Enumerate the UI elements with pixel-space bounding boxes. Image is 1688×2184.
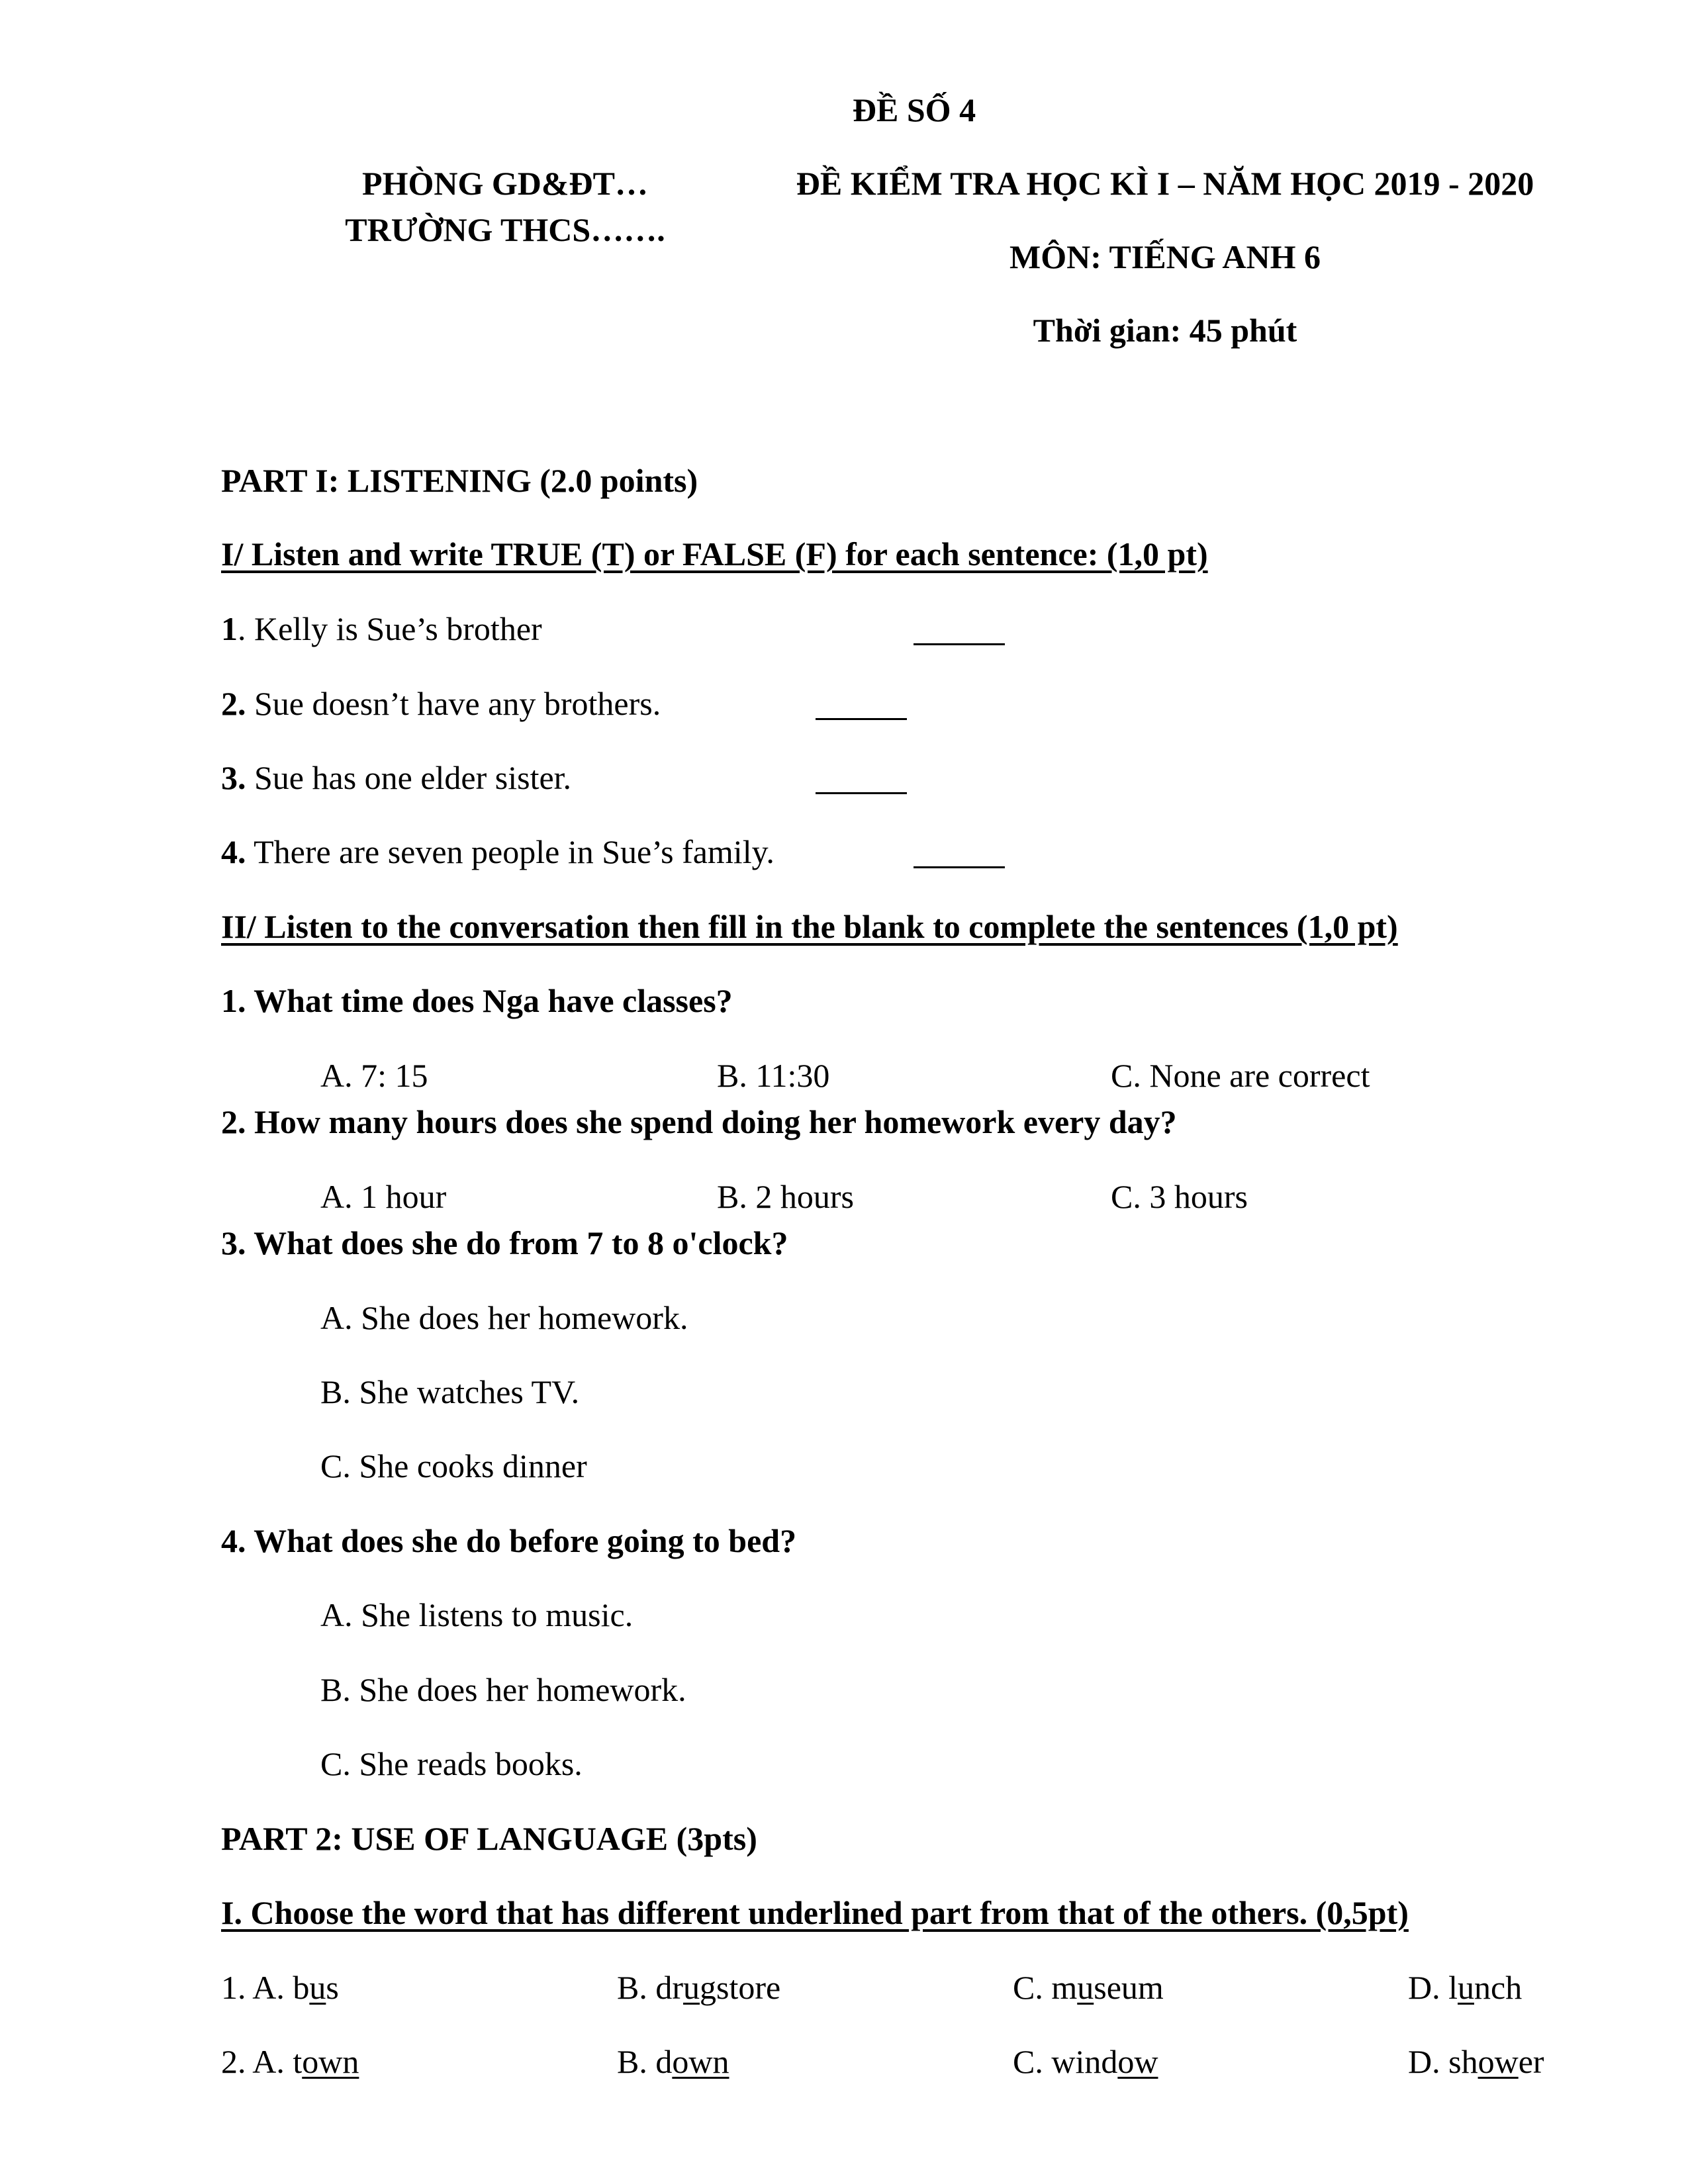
option-suffix: gstore (700, 1969, 781, 2006)
option-suffix: er (1518, 2043, 1544, 2080)
subject: MÔN: TIẾNG ANH 6 (1009, 238, 1321, 275)
q3-option-c[interactable]: C. She cooks dinner (320, 1447, 587, 1484)
option-prefix: C. m (1013, 1969, 1078, 2006)
q1-option-a[interactable]: A. 7: 15 (320, 1057, 428, 1094)
question-4: 4. What does she do before going to bed? (221, 1522, 797, 1559)
q4-option-b[interactable]: B. She does her homework. (320, 1671, 686, 1708)
q2-option-a[interactable]: A. 1 hour (320, 1178, 447, 1215)
q3-option-b[interactable]: B. She watches TV. (320, 1373, 580, 1410)
pron-q1-option-b[interactable] (617, 1971, 780, 2004)
item-number: 3. (221, 759, 246, 796)
q2-option-b[interactable]: B. 2 hours (717, 1178, 854, 1215)
underlined-part: own (302, 2043, 359, 2080)
section2-heading: II/ Listen to the conversation then fill in the blank to complete the sentences (1,0 pt) (221, 908, 1398, 945)
tf-answer-blank-4[interactable] (914, 835, 1005, 868)
pron-q2-option-c[interactable] (1013, 2045, 1158, 2078)
option-prefix: C. wind (1013, 2043, 1118, 2080)
q4-option-a[interactable]: A. She listens to music. (320, 1596, 633, 1633)
underlined-part: own (672, 2043, 729, 2080)
option-prefix: 2. A. t (221, 2043, 303, 2080)
pron-q1-option-c[interactable] (1013, 1971, 1164, 2004)
school-name: TRƯỜNG THCS……. (345, 211, 665, 248)
tf-item-3 (221, 761, 571, 794)
tf-item-1 (221, 612, 542, 645)
question-2: 2. How many hours does she spend doing her homework every day? (221, 1103, 1177, 1140)
underlined-part: u (683, 1969, 700, 2006)
tf-item-4 (221, 835, 774, 868)
item-text: There are seven people in Sue’s family. (246, 833, 774, 870)
q1-option-c[interactable]: C. None are correct (1111, 1057, 1370, 1094)
option-suffix: seum (1094, 1969, 1164, 2006)
exam-title: ĐỀ KIỂM TRA HỌC KÌ I – NĂM HỌC 2019 - 2020 (796, 165, 1534, 202)
option-prefix: 1. A. b (221, 1969, 310, 2006)
part2-section1-heading: I. Choose the word that has different underlined part from that of the others. (0,5pt) (221, 1894, 1409, 1931)
tf-answer-blank-2[interactable] (816, 687, 907, 720)
pron-q1-option-a[interactable] (221, 1971, 339, 2004)
pron-q1-option-d[interactable] (1408, 1971, 1522, 2004)
option-prefix: D. sh (1408, 2043, 1478, 2080)
underlined-part: u (309, 1969, 326, 2006)
option-suffix: s (326, 1969, 339, 2006)
part1-title: PART I: LISTENING (2.0 points) (221, 462, 698, 499)
pron-q2-option-b[interactable] (617, 2045, 729, 2078)
item-text: Sue doesn’t have any brothers. (246, 685, 661, 722)
pron-q2-option-a[interactable] (221, 2045, 359, 2078)
item-text: Sue has one elder sister. (246, 759, 572, 796)
item-text: . Kelly is Sue’s brother (238, 610, 542, 647)
underlined-part: u (1458, 1969, 1474, 2006)
department: PHÒNG GD&ĐT… (362, 165, 648, 202)
section1-heading: I/ Listen and write TRUE (T) or FALSE (F) for each sentence: (1,0 pt) (221, 535, 1208, 572)
option-prefix: B. d (617, 2043, 673, 2080)
tf-answer-blank-1[interactable] (914, 612, 1005, 645)
question-1: 1. What time does Nga have classes? (221, 982, 733, 1019)
pron-q2-option-d[interactable] (1408, 2045, 1544, 2078)
q2-option-c[interactable]: C. 3 hours (1111, 1178, 1248, 1215)
q4-option-c[interactable]: C. She reads books. (320, 1745, 583, 1782)
underlined-part: ow (1477, 2043, 1519, 2080)
option-prefix: B. dr (617, 1969, 683, 2006)
exam-time: Thời gian: 45 phút (1033, 312, 1297, 349)
underlined-part: u (1077, 1969, 1094, 2006)
option-suffix: nch (1474, 1969, 1523, 2006)
question-3: 3. What does she do from 7 to 8 o'clock? (221, 1224, 788, 1261)
item-number: 4. (221, 833, 246, 870)
q1-option-b[interactable]: B. 11:30 (717, 1057, 830, 1094)
item-number: 2. (221, 685, 246, 722)
part2-title: PART 2: USE OF LANGUAGE (3pts) (221, 1820, 757, 1857)
tf-answer-blank-3[interactable] (816, 761, 907, 794)
item-number: 1 (221, 610, 238, 647)
exam-number: ĐỀ SỐ 4 (852, 91, 976, 128)
tf-item-2 (221, 687, 661, 720)
q3-option-a[interactable]: A. She does her homework. (320, 1299, 688, 1336)
underlined-part: ow (1117, 2043, 1158, 2080)
option-prefix: D. l (1408, 1969, 1458, 2006)
